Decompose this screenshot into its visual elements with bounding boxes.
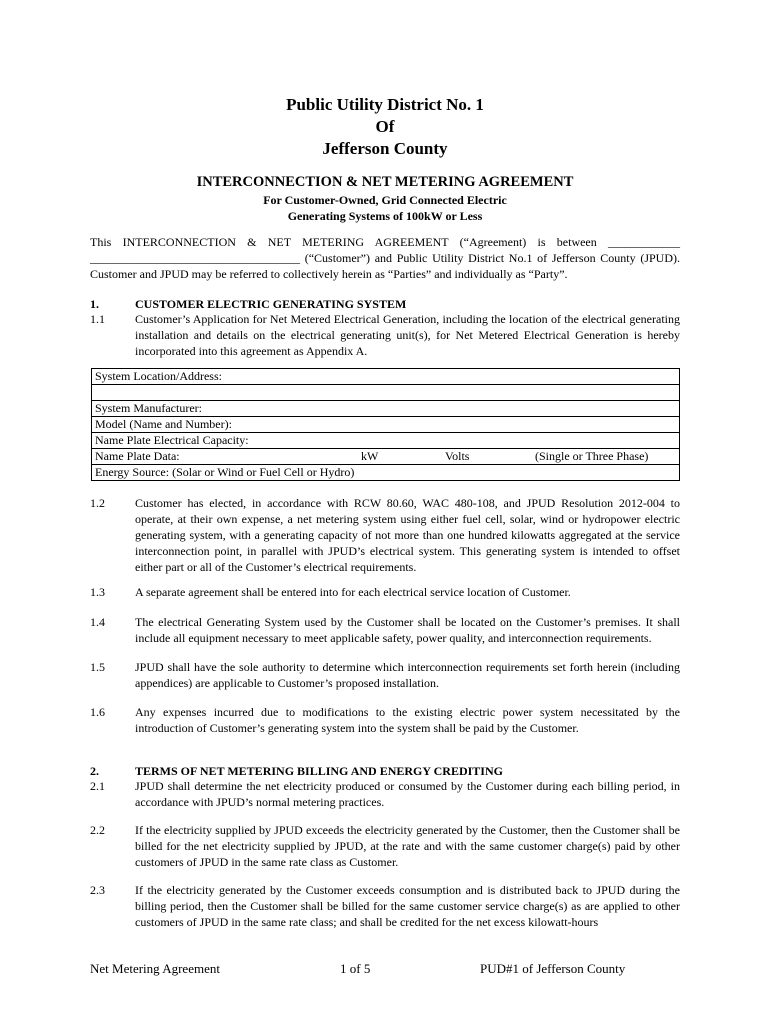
subtitle-line-1: For Customer-Owned, Grid Connected Electric <box>263 193 507 207</box>
plate-data-label: Name Plate Data: <box>95 449 180 463</box>
capacity-field[interactable]: Name Plate Electrical Capacity: <box>92 433 680 449</box>
clause-text: A separate agreement shall be entered into for each electrical service location of Customer. <box>135 585 571 599</box>
clause-number: 1.2 <box>90 496 105 510</box>
agreement-title: INTERCONNECTION & NET METERING AGREEMENT <box>196 174 574 190</box>
clause-number: 2.3 <box>90 883 105 897</box>
section-1-heading <box>90 296 680 312</box>
model-field[interactable]: Model (Name and Number): <box>92 417 680 433</box>
clause-text: JPUD shall have the sole authority to determine which interconnection requirements set forth herein (including appendices) are applicable to Customer’s proposed installation. <box>135 660 680 690</box>
clause-number: 2.2 <box>90 823 105 837</box>
clause-text: If the electricity generated by the Customer exceeds consumption and is distributed back to JPUD during the billing period, then the Customer shall be billed for the same customer service charge(s) as are applied to other customers of JPUD in the same rate class; and shall be credited for the net excess kilowatt-hours <box>135 883 680 929</box>
energy-source-field[interactable]: Energy Source: (Solar or Wind or Fuel Cell or Hydro) <box>92 465 680 481</box>
location-field[interactable]: System Location/Address: <box>92 369 680 385</box>
intro-paragraph: This INTERCONNECTION & NET METERING AGREEMENT (“Agreement) is between ____________ ___________________________________ (“Customer”) and Public Utility District No.1 of Jefferson County (JPUD). Customer and JPUD may be referred to collectively herein as “Parties” and individually as “Party”. <box>90 235 680 281</box>
kw-label: kW <box>361 449 379 463</box>
table-row <box>92 401 680 417</box>
phase-label: (Single or Three Phase) <box>535 449 649 463</box>
title-line-1: Public Utility District No. 1 <box>286 95 484 114</box>
clause-1-3 <box>90 584 680 600</box>
clause-text: Customer’s Application for Net Metered Electrical Generation, including the location of the electrical generating installation and details on the electrical generating unit(s), for Net Metered Electrical Generation is hereby incorporated into this agreement as Appendix A. <box>135 312 680 358</box>
volts-label: Volts <box>445 449 470 463</box>
plate-data-field[interactable] <box>92 449 680 465</box>
footer-document-name: Net Metering Agreement <box>90 961 220 976</box>
title-line-3: Jefferson County <box>322 139 448 158</box>
manufacturer-field[interactable]: System Manufacturer: <box>92 401 680 417</box>
clause-1-2 <box>90 495 680 575</box>
blank-row <box>92 385 680 401</box>
clause-number: 2.1 <box>90 779 105 793</box>
system-info-table <box>91 368 680 481</box>
table-row <box>92 449 680 465</box>
footer-organization: PUD#1 of Jefferson County <box>480 961 626 976</box>
document-title <box>0 94 770 160</box>
clause-1-6 <box>90 704 680 736</box>
table-row <box>92 417 680 433</box>
table-row <box>92 385 680 401</box>
clause-text: JPUD shall determine the net electricity produced or consumed by the Customer during each billing period, in accordance with JPUD’s normal metering practices. <box>135 779 680 809</box>
clause-number: 1.5 <box>90 660 105 674</box>
clause-number: 1.6 <box>90 705 105 719</box>
clause-1-5 <box>90 659 680 691</box>
clause-text: If the electricity supplied by JPUD exceeds the electricity generated by the Customer, then the Customer shall be billed for the net electricity supplied by JPUD, at the rate and with the same customer charge(s) paid by other customers of JPUD in the same rate class as Customer. <box>135 823 680 869</box>
section-2-heading <box>90 763 680 779</box>
clause-text: Any expenses incurred due to modifications to the existing electric power system necessitated by the introduction of Customer’s generating system into the system shall be paid by the Customer. <box>135 705 680 735</box>
clause-2-1 <box>90 778 680 810</box>
section-title: TERMS OF NET METERING BILLING AND ENERGY CREDITING <box>135 764 503 778</box>
clause-1-4 <box>90 614 680 646</box>
table-row <box>92 433 680 449</box>
title-line-2: Of <box>375 117 395 136</box>
section-number: 1. <box>90 297 99 311</box>
clause-number: 1.1 <box>90 312 105 326</box>
section-title: CUSTOMER ELECTRIC GENERATING SYSTEM <box>135 297 407 311</box>
page-number: 1 of 5 <box>340 961 371 976</box>
section-number: 2. <box>90 764 99 778</box>
clause-text: The electrical Generating System used by the Customer shall be located on the Customer’s premises. It shall include all equipment necessary to meet applicable safety, power quality, and interconnection requirements. <box>135 615 680 645</box>
agreement-subtitle <box>0 192 770 224</box>
clause-2-2 <box>90 822 680 870</box>
table-row <box>92 369 680 385</box>
clause-text: Customer has elected, in accordance with RCW 80.60, WAC 480-108, and JPUD Resolution 2012-004 to operate, at their own expense, a net metering system using either fuel cell, solar, wind or hydropower electric generating system, with a generating capacity of not more than one hundred kilowatts aggregated at the service interconnection point, in parallel with JPUD’s electrical system. This generating system is intended to offset either part or all of the Customer’s electrical requirements. <box>135 496 680 574</box>
clause-number: 1.4 <box>90 615 105 629</box>
table-row <box>92 465 680 481</box>
clause-2-3 <box>90 882 680 930</box>
clause-1-1 <box>90 311 680 359</box>
clause-number: 1.3 <box>90 585 105 599</box>
subtitle-line-2: Generating Systems of 100kW or Less <box>287 209 483 223</box>
